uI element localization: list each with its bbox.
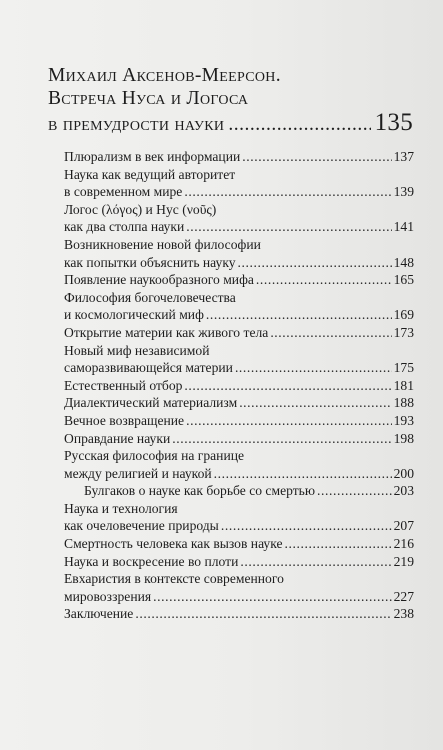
section-heading bbox=[48, 64, 413, 137]
toc-page-number: 175 bbox=[393, 360, 414, 376]
toc-page-number: 238 bbox=[393, 606, 414, 622]
section-page-number: 135 bbox=[374, 109, 413, 136]
toc-entry-last-line bbox=[64, 517, 414, 535]
toc-entry bbox=[64, 447, 414, 482]
dot-leader bbox=[206, 306, 392, 324]
toc-entry bbox=[64, 148, 414, 166]
toc-entry-title: Смертность человека как вызов науке bbox=[64, 536, 283, 552]
toc-entry-last-line bbox=[64, 271, 414, 289]
dot-leader bbox=[186, 412, 392, 430]
toc-entry-title: в современном мире bbox=[64, 184, 183, 200]
toc-entry-last-line bbox=[64, 148, 414, 166]
toc-entry-title: Естественный отбор bbox=[64, 377, 183, 393]
toc-entry-last-line bbox=[64, 218, 414, 236]
toc-entry-title-line: Возникновение новой философии bbox=[64, 236, 261, 252]
toc-entry bbox=[64, 289, 414, 324]
toc-page-number: 141 bbox=[393, 219, 414, 235]
toc-entry-title: Появление наукообразного мифа bbox=[64, 272, 254, 288]
section-heading-line: Встреча Нуса и Логоса bbox=[48, 88, 249, 109]
toc-entry-last-line bbox=[64, 359, 414, 377]
toc-entry-title: Открытие материи как живого тела bbox=[64, 324, 269, 340]
toc-entry bbox=[64, 271, 414, 289]
toc-entry-last-line bbox=[64, 183, 414, 201]
toc-entry-last-line bbox=[64, 588, 414, 606]
toc-entry-title: Оправдание науки bbox=[64, 430, 171, 446]
dot-leader bbox=[214, 465, 392, 483]
toc-entry-title: Наука и воскресение во плоти bbox=[64, 553, 239, 569]
toc-entry-title: Плюрализм в век информации bbox=[64, 149, 241, 164]
toc-page-number: 219 bbox=[393, 553, 414, 569]
toc-entry-last-line bbox=[64, 254, 414, 272]
dot-leader bbox=[240, 553, 391, 571]
toc-entry-title: мировоззрения bbox=[64, 588, 152, 604]
toc-page-number: 193 bbox=[393, 412, 414, 428]
toc-page-number: 203 bbox=[393, 483, 414, 499]
toc-entry-title: Вечное возвращение bbox=[64, 412, 185, 428]
dot-leader bbox=[135, 605, 391, 623]
toc-entry bbox=[64, 430, 414, 448]
toc-entry-title-line: Новый миф независимой bbox=[64, 342, 210, 358]
toc-entry bbox=[64, 201, 414, 236]
toc-entry bbox=[64, 500, 414, 535]
dot-leader bbox=[221, 517, 392, 535]
toc-entry-title: саморазвивающейся материи bbox=[64, 360, 233, 376]
toc-page-number: 216 bbox=[393, 536, 414, 552]
toc-page-number: 169 bbox=[393, 307, 414, 323]
toc-entry-title: Булгаков о науке как борьбе со смертью bbox=[84, 483, 316, 499]
toc-entry-last-line bbox=[64, 324, 414, 342]
toc-entry bbox=[64, 342, 414, 377]
dot-leader bbox=[317, 482, 392, 500]
toc-entry bbox=[64, 570, 414, 605]
toc-entry bbox=[64, 412, 414, 430]
section-heading-line: Михаил Аксенов-Меерсон. bbox=[48, 65, 281, 86]
toc-entry-title: Диалектический материализм bbox=[64, 395, 238, 411]
toc-page-number: 207 bbox=[393, 518, 414, 534]
toc-page-number: 181 bbox=[393, 377, 414, 393]
dot-leader bbox=[184, 183, 391, 201]
toc-page-number: 173 bbox=[393, 324, 414, 340]
toc-entry-last-line bbox=[64, 430, 414, 448]
toc-entry bbox=[64, 394, 414, 412]
toc-entry-title-line: Логос (λόγος) и Нус (νοῦς) bbox=[64, 201, 217, 217]
dot-leader bbox=[186, 218, 391, 236]
section-heading-last-line bbox=[48, 110, 413, 137]
toc-entry bbox=[64, 605, 414, 623]
dot-leader bbox=[172, 430, 391, 448]
toc-entry-last-line bbox=[64, 394, 414, 412]
toc-entry-last-line bbox=[64, 553, 414, 571]
toc-entry-last-line bbox=[64, 306, 414, 324]
toc-entry-last-line bbox=[64, 377, 414, 395]
dot-leader bbox=[239, 394, 391, 412]
toc-entry-title-line: Евхаристия в контексте современного bbox=[64, 571, 284, 587]
toc-page-number: 137 bbox=[393, 149, 414, 164]
dot-leader bbox=[270, 324, 391, 342]
toc-page-number: 188 bbox=[393, 395, 414, 411]
toc-page-number: 148 bbox=[393, 254, 414, 270]
dot-leader bbox=[238, 254, 392, 272]
toc-entry-title: и космологический миф bbox=[64, 307, 204, 323]
toc-entry-title: Заключение bbox=[64, 606, 134, 622]
toc-entry bbox=[64, 166, 414, 201]
toc-page-number: 165 bbox=[393, 272, 414, 288]
toc-entry bbox=[64, 553, 414, 571]
dot-leader bbox=[256, 271, 392, 289]
toc-entry-title: как попытки объяснить науку bbox=[64, 254, 236, 270]
section-heading-text: в премудрости науки bbox=[48, 114, 225, 135]
toc-entry-last-line bbox=[64, 482, 414, 500]
toc-page-number: 200 bbox=[393, 465, 414, 481]
toc-entry-title-line: Философия богочеловечества bbox=[64, 289, 236, 305]
toc-entry-title: как очеловечение природы bbox=[64, 518, 219, 534]
toc-entry bbox=[64, 482, 414, 500]
toc-entry-title: как два столпа науки bbox=[64, 219, 185, 235]
toc-entry bbox=[64, 324, 414, 342]
dot-leader bbox=[228, 112, 370, 137]
toc-entry-last-line bbox=[64, 535, 414, 553]
toc-entry-title: между религией и наукой bbox=[64, 465, 212, 481]
dot-leader bbox=[184, 377, 391, 395]
toc-entry bbox=[64, 377, 414, 395]
toc-page-number: 198 bbox=[393, 430, 414, 446]
toc-page-number: 139 bbox=[393, 184, 414, 200]
toc-page-number: 227 bbox=[393, 588, 414, 604]
toc-entry-last-line bbox=[64, 605, 414, 623]
dot-leader bbox=[242, 148, 391, 166]
toc-entry-title-line: Наука как ведущий авторитет bbox=[64, 166, 236, 182]
dot-leader bbox=[285, 535, 392, 553]
toc-entry bbox=[64, 535, 414, 553]
table-of-contents bbox=[64, 148, 414, 623]
dot-leader bbox=[153, 588, 391, 606]
toc-entry-last-line bbox=[64, 465, 414, 483]
dot-leader bbox=[235, 359, 392, 377]
toc-entry-title-line: Наука и технология bbox=[64, 500, 178, 516]
toc-entry-title-line: Русская философия на границе bbox=[64, 448, 245, 464]
toc-entry-last-line bbox=[64, 412, 414, 430]
toc-entry bbox=[64, 236, 414, 271]
